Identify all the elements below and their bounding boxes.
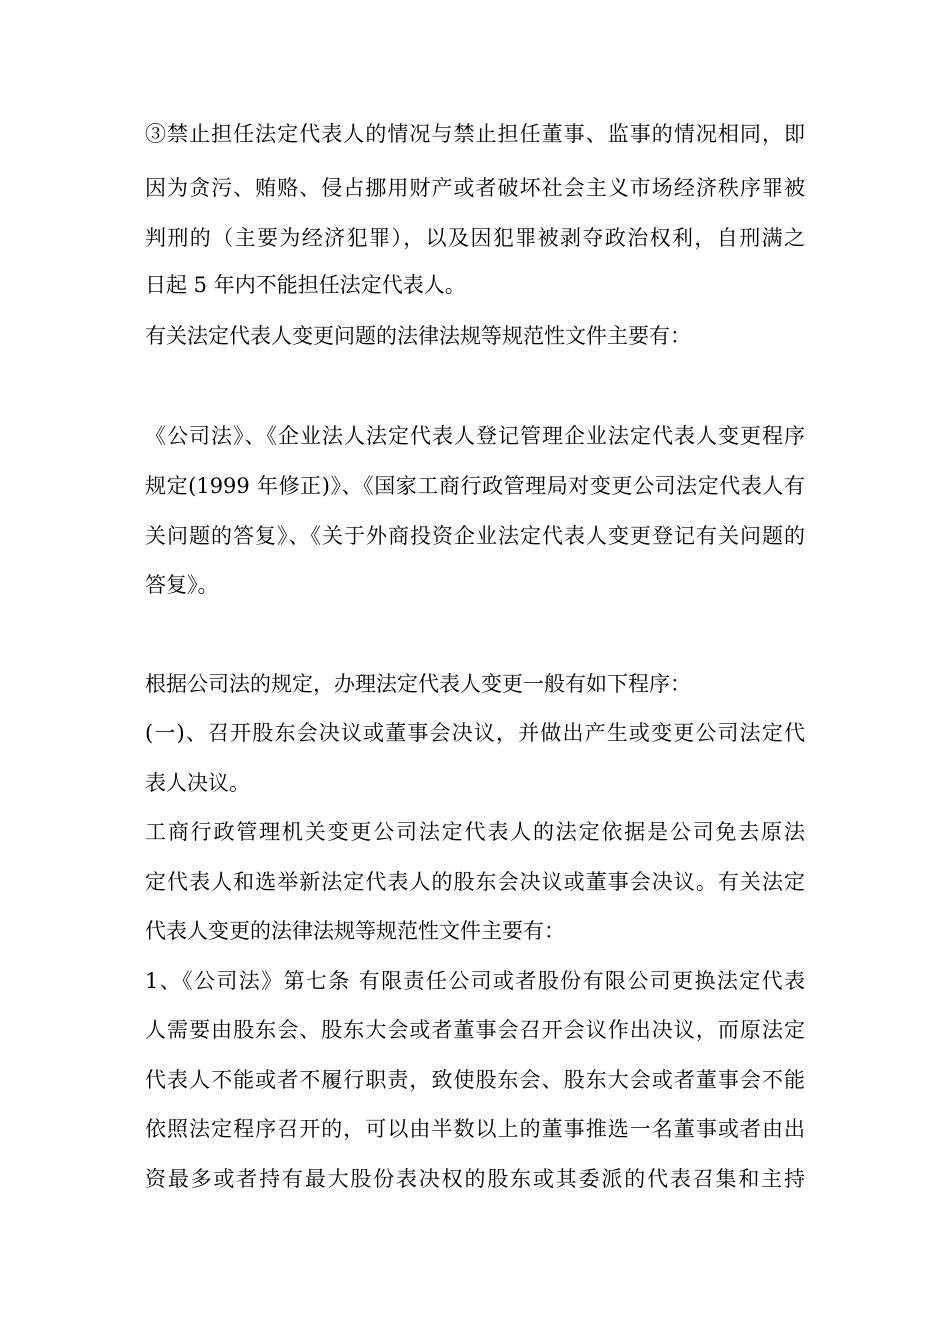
text-line-4: 日起 5 年内不能担任法定代表人。 <box>145 273 466 297</box>
text-line-10: 根据公司法的规定，办理法定代表人变更一般有如下程序： <box>145 672 691 696</box>
text-line-1: ③禁止担任法定代表人的情况与禁止担任董事、监事的情况相同，即 <box>145 122 805 146</box>
text-line-9: 答复》。 <box>145 573 219 597</box>
text-line-20: 资最多或者持有最大股份表决权的股东或其委派的代表召集和主持 <box>145 1167 805 1191</box>
text-line-17: 人需要由股东会、股东大会或者董事会召开会议作出决议，而原法定 <box>145 1018 805 1042</box>
text-line-2: 因为贪污、贿赂、侵占挪用财产或者破坏社会主义市场经济秩序罪被 <box>145 176 805 200</box>
text-line-13: 工商行政管理机关变更公司法定代表人的法定依据是公司免去原法 <box>145 820 805 844</box>
text-line-15: 代表人变更的法律法规等规范性文件主要有： <box>145 919 565 943</box>
text-line-11: (一)、召开股东会决议或董事会决议，并做出产生或变更公司法定代 <box>145 721 805 745</box>
text-line-7: 规定(1999 年修正)》、《国家工商行政管理局对变更公司法定代表人有 <box>145 474 805 498</box>
text-line-6: 《公司法》、《企业法人法定代表人登记管理企业法定代表人变更程序 <box>145 424 805 448</box>
text-line-3: 判刑的（主要为经济犯罪），以及因犯罪被剥夺政治权利，自刑满之 <box>145 226 805 250</box>
text-line-19: 依照法定程序召开的，可以由半数以上的董事推选一名董事或者由出 <box>145 1117 805 1141</box>
text-line-14: 定代表人和选举新法定代表人的股东会决议或董事会决议。有关法定 <box>145 870 805 894</box>
text-line-16: 1、《公司法》第七条 有限责任公司或者股份有限公司更换法定代表 <box>145 969 805 993</box>
text-line-8: 关问题的答复》、《关于外商投资企业法定代表人变更登记有关问题的 <box>145 524 805 548</box>
text-line-5: 有关法定代表人变更问题的法律法规等规范性文件主要有： <box>145 324 691 348</box>
text-line-12: 表人决议。 <box>145 771 250 795</box>
text-line-18: 代表人不能或者不履行职责，致使股东会、股东大会或者董事会不能 <box>145 1068 805 1092</box>
